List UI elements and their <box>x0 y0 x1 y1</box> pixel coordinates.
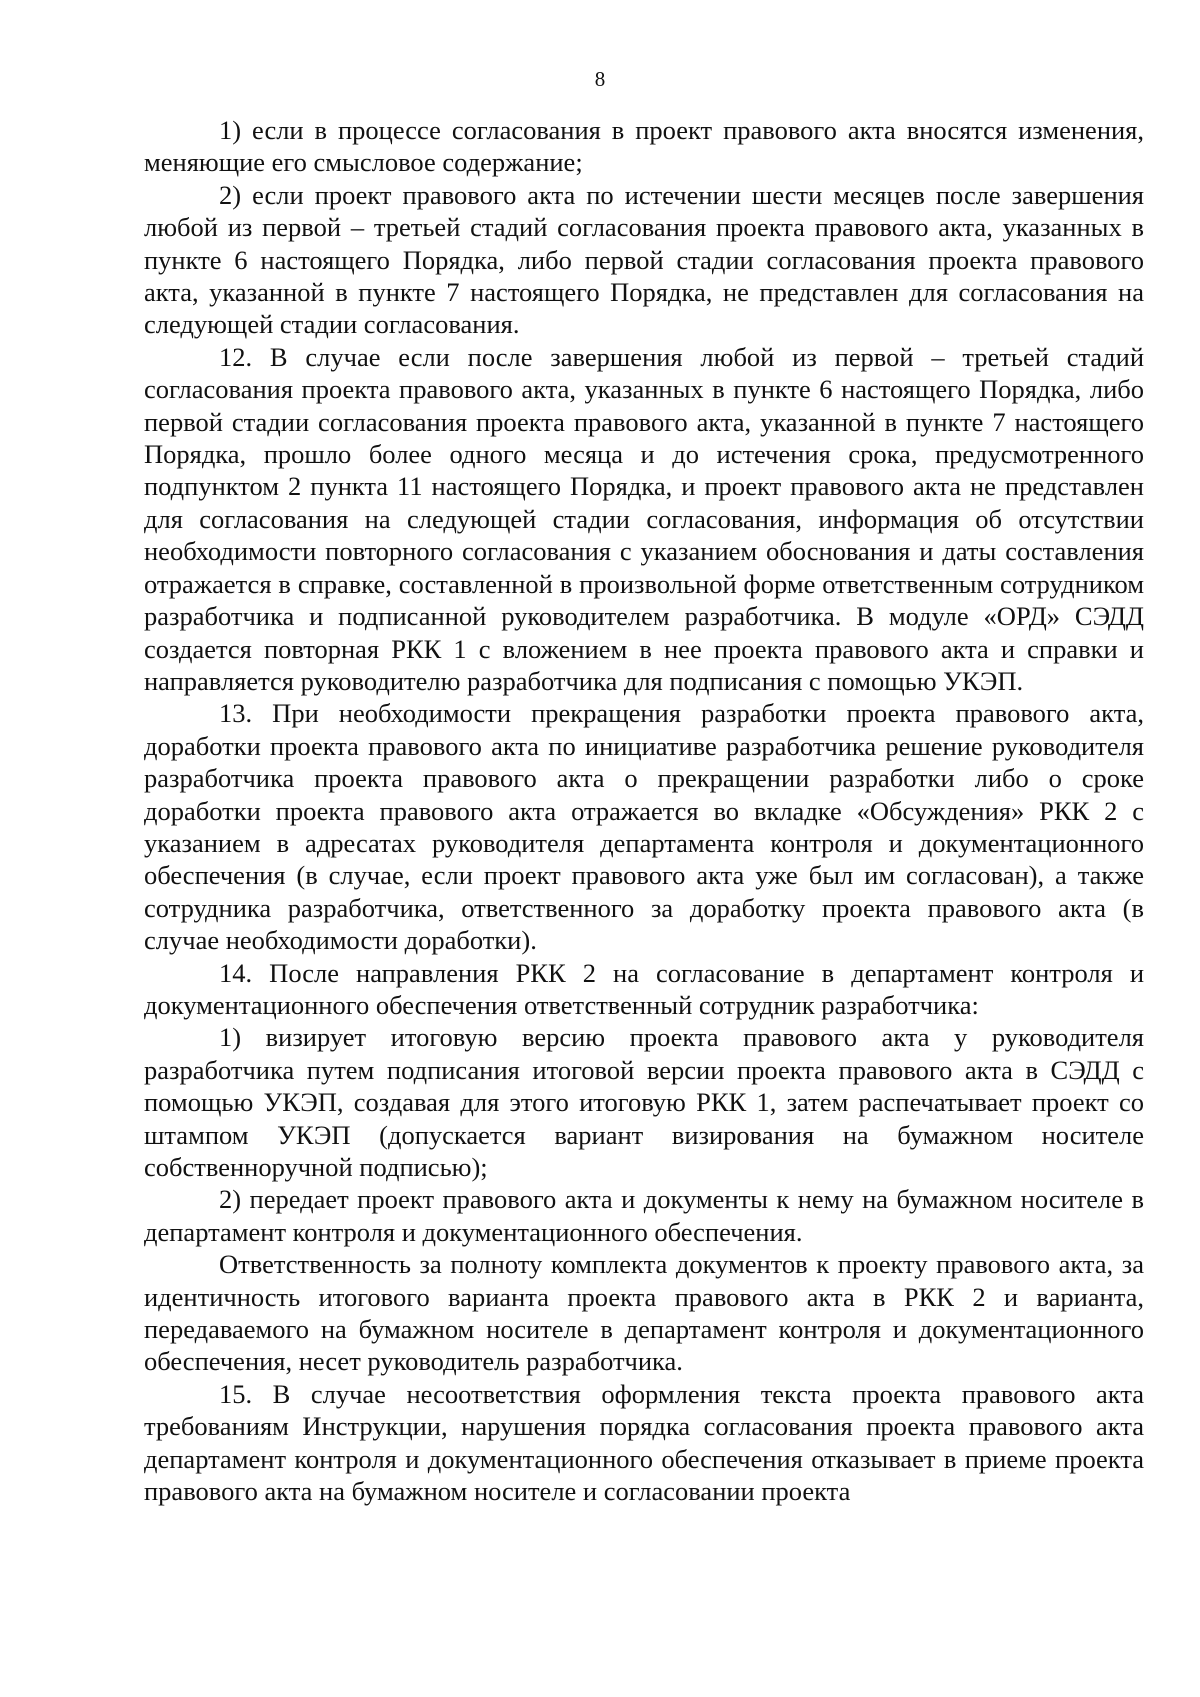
document-body <box>144 114 1144 1507</box>
paragraph-responsibility: Ответственность за полноту комплекта документов к проекту правового акта, за идентичность итогового варианта проекта правового акта в РКК 2 и варианта, передаваемого на бумажном носителе в департамент контроля и документационного обеспечения, несет руководитель разработчика. <box>144 1249 1144 1377</box>
page-number: 8 <box>594 67 606 91</box>
paragraph-item-15: 15. В случае несоответствия оформления текста проекта правового акта требованиям Инструкции, нарушения порядка согласования проекта правового акта департамент контроля и документационного обеспечения отказывает в приеме проекта правового акта на бумажном носителе и согласовании проекта <box>144 1378 1144 1507</box>
paragraph-item-14-subitem-2: 2) передает проект правового акта и документы к нему на бумажном носителе в департамент контроля и документационного обеспечения. <box>144 1184 1144 1247</box>
paragraph-subitem-1: 1) если в процессе согласования в проект правового акта вносятся изменения, меняющие его смысловое содержание; <box>144 115 1144 178</box>
paragraph-item-14-subitem-1: 1) визирует итоговую версию проекта правового акта у руководителя разработчика путем подписания итоговой версии проекта правового акта в СЭДД с помощью УКЭП, создавая для этого итоговую РКК 1, затем распечатывает проект со штампом УКЭП (допускается вариант визирования на бумажном носителе собственноручной подписью); <box>144 1022 1144 1182</box>
paragraph-item-13: 13. При необходимости прекращения разработки проекта правового акта, доработки проекта правового акта по инициативе разработчика решение руководителя разработчика проекта правового акта о прекращении разработки либо о сроке доработки проекта правового акта отражается во вкладке «Обсуждения» РКК 2 с указанием в адресатах руководителя департамента контроля и документационного обеспечения (в случае, если проект правового акта уже был им согласован), а также сотрудника разработчика, ответственного за доработку проекта правового акта (в случае необходимости доработки). <box>144 698 1144 956</box>
paragraph-subitem-2: 2) если проект правового акта по истечении шести месяцев после завершения любой из первой – третьей стадий согласования проекта правового акта, указанных в пункте 6 настоящего Порядка, либо первой стадии согласования проекта правового акта, указанной в пункте 7 настоящего Порядка, не представлен для согласования на следующей стадии согласования. <box>144 179 1144 340</box>
paragraph-item-12: 12. В случае если после завершения любой из первой – третьей стадий согласования проекта правового акта, указанных в пункте 6 настоящего Порядка, либо первой стадии согласования проекта правового акта, указанной в пункте 7 настоящего Порядка, прошло более одного месяца и до истечения срока, предусмотренного подпунктом 2 пункта 11 настоящего Порядка, и проект правового акта не представлен для согласования на следующей стадии согласования, информация об отсутствии необходимости повторного согласования с указанием обоснования и даты составления отражается в справке, составленной в произвольной форме ответственным сотрудником разработчика и подписанной руководителем разработчика. В модуле «ОРД» СЭДД создается повторная РКК 1 с вложением в нее проекта правового акта и справки и направляется руководителю разработчика для подписания с помощью УКЭП. <box>144 341 1144 696</box>
paragraph-item-14: 14. После направления РКК 2 на согласование в департамент контроля и документационного обеспечения ответственный сотрудник разработчика: <box>144 957 1144 1020</box>
